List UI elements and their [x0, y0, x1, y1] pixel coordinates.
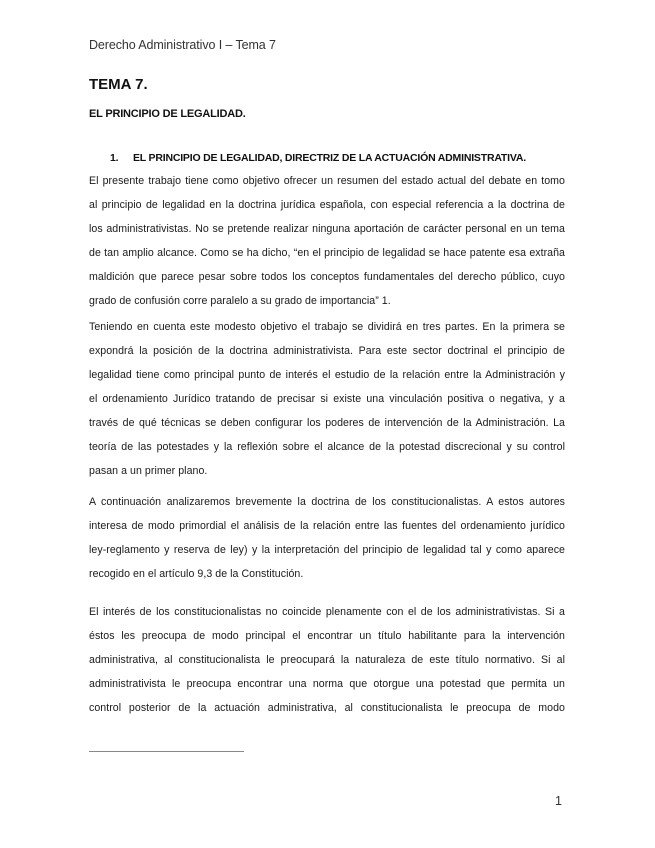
paragraph-line: los administrativistas. No se pretende realizar ninguna aportación de carácter personal en un tema [89, 223, 565, 235]
paragraph-line: ley-reglamento y reserva de ley) y la interpretación del principio de legalidad tal y como aparece [89, 544, 565, 556]
paragraph-line: al principio de legalidad en la doctrina jurídica española, con especial referencia a la doctrina de [89, 199, 565, 211]
paragraph-line: El interés de los constitucionalistas no coincide plenamente con el de los administrativistas. Si a [89, 606, 565, 618]
document-title: TEMA 7. [89, 76, 148, 93]
paragraph-1 [89, 169, 565, 313]
paragraph-line: legalidad tiene como principal punto de interés el estudio de la relación entre la Administración y [89, 369, 565, 381]
paragraph-line: el ordenamiento Jurídico tratando de precisar si existe una vinculación positiva o negativa, y a [89, 393, 565, 405]
paragraph-line: control posterior de la actuación administrativa, al constitucionalista le preocupa de modo [89, 702, 565, 714]
section-number: 1. [110, 152, 119, 164]
section-heading [110, 152, 526, 164]
paragraph-line: maldición que parece pesar sobre todos los conceptos fundamentales del derecho público, cuyo [89, 271, 565, 283]
page-number: 1 [555, 794, 562, 808]
paragraph-4 [89, 600, 565, 720]
document-subtitle: EL PRINCIPIO DE LEGALIDAD. [89, 108, 246, 120]
paragraph-line: éstos les preocupa de modo principal el encontrar un título habilitante para la intervención [89, 630, 565, 642]
paragraph-3 [89, 490, 565, 586]
paragraph-line: de tan amplio alcance. Como se ha dicho, “en el principio de legalidad se hace patente esa extraña [89, 247, 565, 259]
paragraph-line: teoría de las potestades y la reflexión sobre el alcance de la potestad discrecional y su control [89, 441, 565, 453]
paragraph-line: pasan a un primer plano. [89, 465, 208, 477]
paragraph-line: Teniendo en cuenta este modesto objetivo el trabajo se dividirá en tres partes. En la primera se [89, 321, 565, 333]
paragraph-line: expondrá la posición de la doctrina administrativista. Para este sector doctrinal el principio de [89, 345, 565, 357]
section-heading-text: EL PRINCIPIO DE LEGALIDAD, DIRECTRIZ DE LA ACTUACIÓN ADMINISTRATIVA. [133, 152, 526, 164]
paragraph-line: grado de confusión corre paralelo a su grado de importancia” 1. [89, 295, 391, 307]
paragraph-line: El presente trabajo tiene como objetivo ofrecer un resumen del estado actual del debate en tomo [89, 175, 565, 187]
paragraph-line: través de qué técnicas se deben configurar los poderes de intervención de la Administración. La [89, 417, 565, 429]
running-header: Derecho Administrativo I – Tema 7 [89, 38, 276, 52]
paragraph-line: A continuación analizaremos brevemente la doctrina de los constitucionalistas. A estos autores [89, 496, 565, 508]
paragraph-line: recogido en el artículo 9,3 de la Constitución. [89, 568, 304, 580]
paragraph-line: administrativista le preocupa encontrar una norma que otorgue una potestad que permita un [89, 678, 565, 690]
paragraph-line: interesa de modo primordial el análisis de la relación entre las fuentes del ordenamiento jurídico [89, 520, 565, 532]
paragraph-2 [89, 315, 565, 483]
paragraph-line: administrativa, al constitucionalista le preocupará la naturaleza de este título normativo. Si al [89, 654, 565, 666]
footnote-separator [89, 751, 244, 752]
